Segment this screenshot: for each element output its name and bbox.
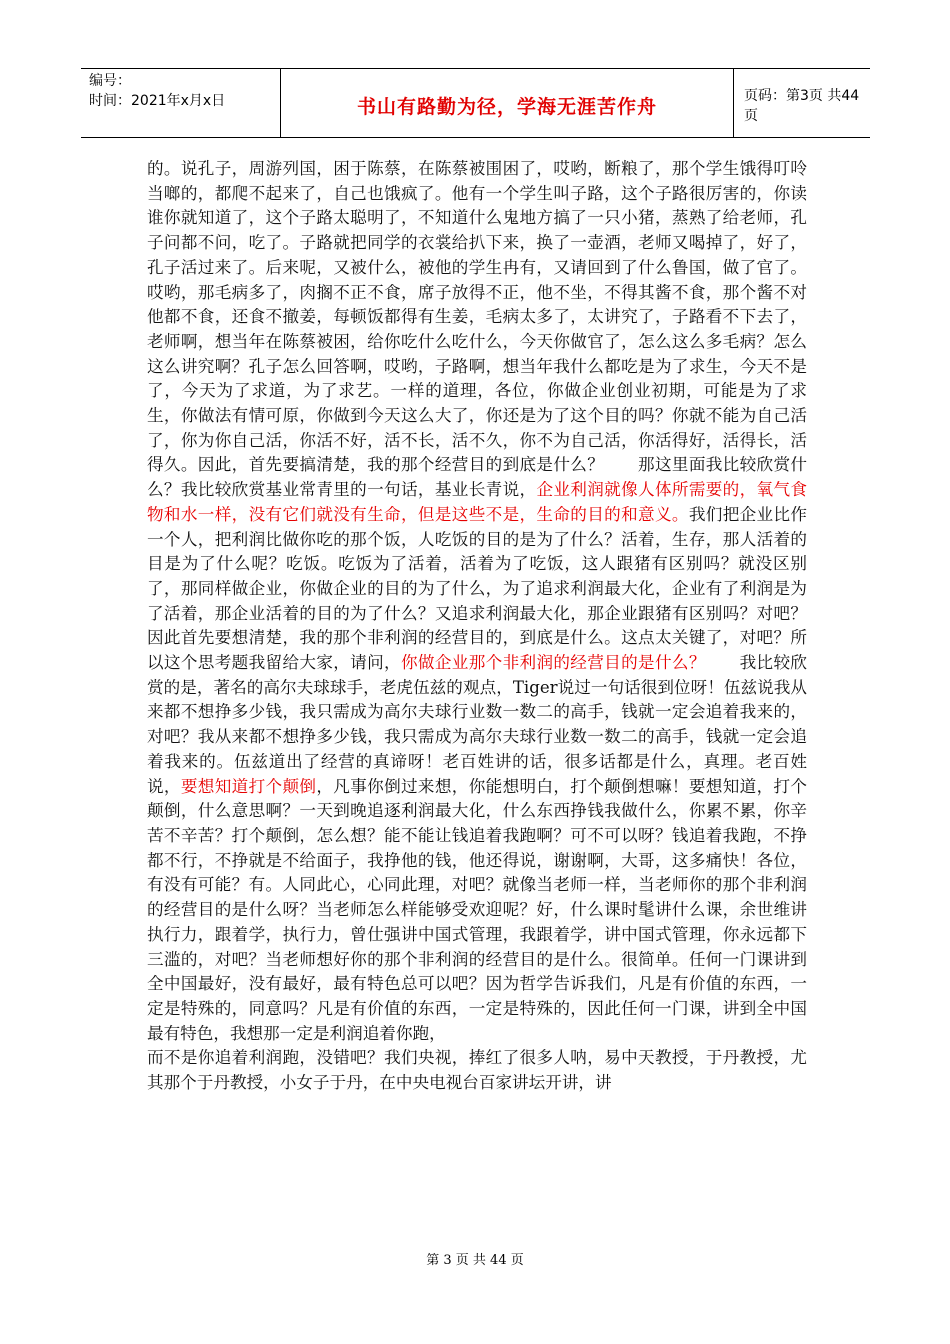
header-motto-cell <box>281 69 734 137</box>
body-text: ，凡事你倒过来想，你能想明白，打个颠倒想嘛！要想知道，打个颠倒，什么意思啊？一天到晚追逐利润最大化，什么东西挣钱我做什么，你累不累，你辛苦不辛苦？打个颠倒，怎么想？能不能让钱追着我跑啊？可不可以呀？钱追着我跑，不挣都不行，不挣就是不给面子，我挣他的钱，他还得说，谢谢啊，大哥，这多痛快！各位，有没有可能？有。人同此心，心同此理，对吧？就像当老师一样，当老师你的那个非利润的经营目的是什么呀？当老师怎么样能够受欢迎呢？好，什么课时髦讲什么课，余世维讲执行力，跟着学，执行力，曾仕强讲中国式管理，我跟着学，讲中国式管理，你永远都下三滥的，对吧？当老师想好你的那个非利润的经营目的是什么。很简单。任何一门课讲到全中国最好，没有最好，最有特色总可以吧？因为哲学告诉我们，凡是有价值的东西，一定是特殊的，同意吗？凡是有价值的东西，一定是特殊的，因此任何一门课，讲到全中国最有特色，我想那一定是利润追着你跑， <box>147 776 808 1043</box>
document-date: 时间：2021年x月x日 <box>89 93 226 109</box>
page-footer: 第 3 页 共 44 页 <box>426 1253 524 1268</box>
motto-text: 书山有路勤为径，学海无涯苦作舟 <box>356 95 657 118</box>
highlighted-question: 你做企业那个非利润的经营目的是什么？ <box>400 653 706 673</box>
document-body <box>147 157 807 1096</box>
body-text: 我比较欣赏的是，著名的高尔夫球球手，老虎伍兹的观点，Tiger说过一句话很到位呀！伍兹说我从来都不想挣多少钱，我只需成为高尔夫球行业数一数二的高手，钱就一定会追着我来的，对吧？我从来都不想挣多少钱，我只需成为高尔夫球行业数一数二的高手，钱就一定会追着我来的。伍兹道出了经营的真谛呀！老百姓讲的话，很多话都是什么，真理。老百姓说， <box>147 653 808 796</box>
header-page-info: 页码：第3页 共44页 <box>744 88 860 124</box>
highlighted-quote: 企业利润就像人体所需要的，氧气食物和水一样，没有它们就没有生命，但是这些不是，生命的目的和意义。 <box>147 480 808 524</box>
document-number-label: 编号： <box>89 73 131 89</box>
body-text: 我们把企业比作一个人，把利润比做你吃的那个饭，人吃饭的目的是为了什么？活着，生存，那人活着的目是为了什么呢？吃饭。吃饭为了活着，活着为了吃饭，这人跟猪有区别吗？就没区别了，那同样做企业，你做企业的目的为了什么，为了追求利润最大化，企业有了利润是为了活着，那企业活着的目的为了什么？又追求利润最大化，那企业跟猪有区别吗？对吧？因此首先要想清楚，我的那个非利润的经营目的，到底是什么。这点太关键了，对吧？所以这个思考题我留给大家，请问， <box>147 504 808 673</box>
page-header <box>81 68 870 138</box>
body-paragraph <box>147 157 807 1046</box>
highlighted-proverb: 要想知道打个颠倒 <box>180 776 317 796</box>
header-meta <box>81 69 281 137</box>
body-text: 的。说孔子，周游列国，困于陈蔡，在陈蔡被围困了，哎哟，断粮了，那个学生饿得叮呤当啷的，都爬不起来了，自己也饿疯了。他有一个学生叫子路，这个子路很厉害的，你读谁你就知道了，这个子路太聪明了，不知道什么鬼地方搞了一只小猪，蒸熟了给老师，孔子问都不问，吃了。子路就把同学的衣裳给扒下来，换了一壶酒，老师又喝掉了，好了，孔子活过来了。后来呢，又被什么，被他的学生冉有，又请回到了什么鲁国，做了官了。哎哟，那毛病多了，肉搁不正不食，席子放得不正，他不坐，不得其酱不食，那个酱不对他都不食，还食不撤姜，每顿饭都得有生姜，毛病太多了，太讲究了，子路看不下去了，老师啊，想当年在陈蔡被困，给你吃什么吃什么，今天你做官了，怎么这么多毛病？怎么这么讲究啊？孔子怎么回答啊，哎哟，子路啊，想当年我什么都吃是为了求生，今天不是了，今天为了求道，为了求艺。一样的道理，各位，你做企业创业初期，可能是为了求生，你做法有情可原，你做到今天这么大了，你还是为了这个目的吗？你就不能为自己活了，你为你自己活，你活不好，活不长，活不久，你不为自己活，你活得好，活得长，活得久。因此，首先要搞清楚，我的那个经营目的到底是什么？ 那这里面我比较欣赏什么？我比较欣赏基业常青里的一句话，基业长青说， <box>147 159 807 500</box>
body-paragraph: 而不是你追着利润跑，没错吧？我们央视，捧红了很多人呐，易中天教授，于丹教授，尤其那个于丹教授，小女子于丹，在中央电视台百家讲坛开讲，讲 <box>147 1048 807 1093</box>
